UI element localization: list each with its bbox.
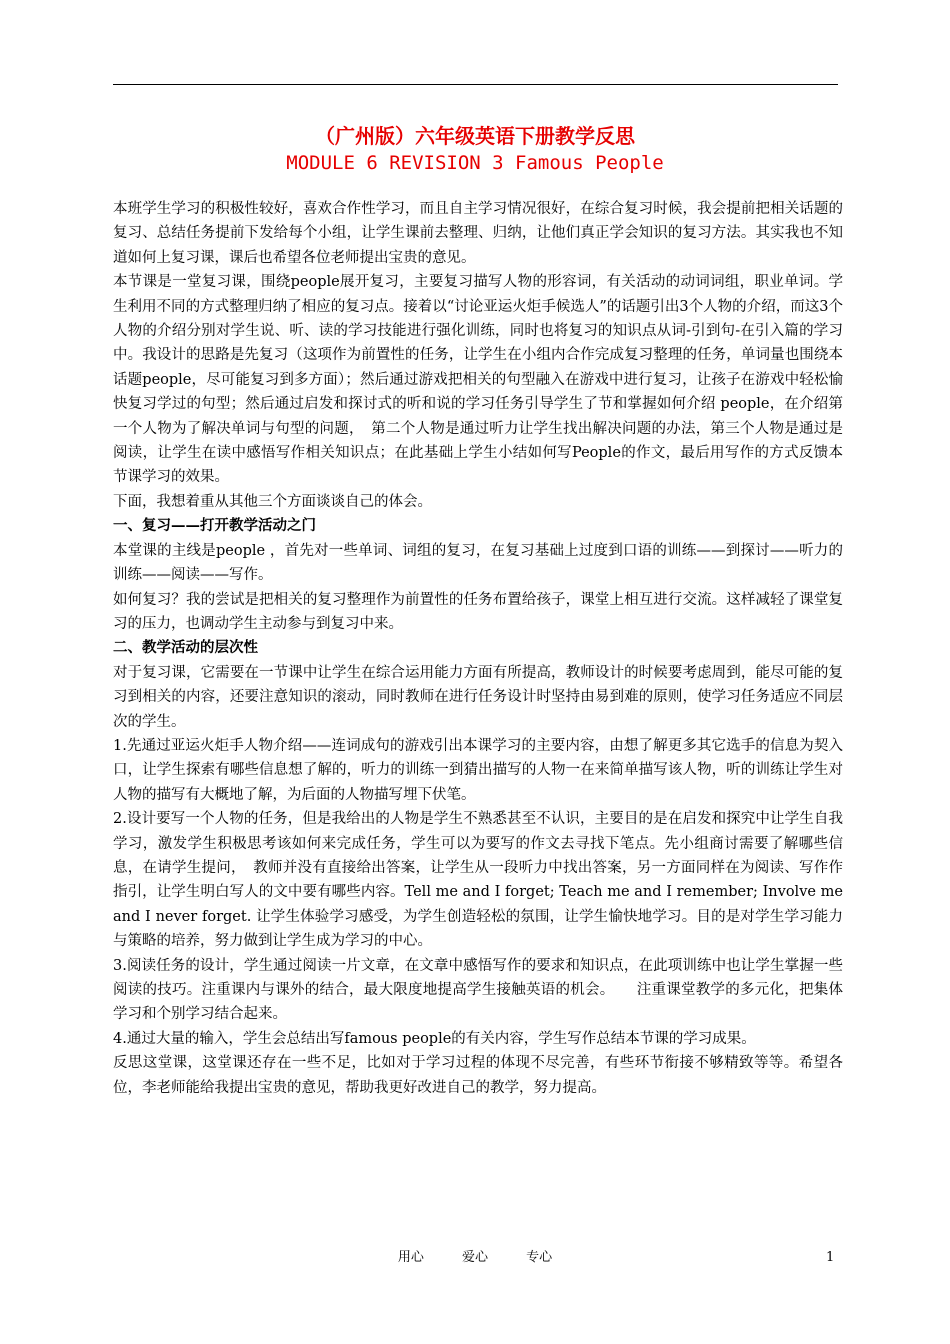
paragraph: 4.通过大量的输入，学生会总结出写famous people的有关内容，学生写作总结本节课的学习成果。 bbox=[113, 1030, 756, 1047]
footer-motto-item: 用心 bbox=[397, 1250, 424, 1265]
section-heading: 二、教学活动的层次性 bbox=[113, 639, 258, 657]
paragraph: 对于复习课，它需要在一节课中让学生在综合运用能力方面有所提高，教师设计的时候要考虑周到，能尽可能的复习到相关的内容，还要注意知识的滚动，同时教师在进行任务设计时坚持由易到难的原则，使学习任务适应不同层次的学生。 bbox=[113, 664, 843, 730]
paragraph: 反思这堂课，这堂课还存在一些不足，比如对于学习过程的体现不尽完善，有些环节衔接不够精致等等。希望各位，李老师能给我提出宝贵的意见，帮助我更好改进自己的教学，努力提高。 bbox=[113, 1055, 843, 1096]
paragraph: 本堂课的主线是people ，首先对一些单词、词组的复习，在复习基础上过度到口语的训练——到探讨——听力的训练——阅读——写作。 bbox=[113, 542, 843, 584]
page-subtitle: MODULE 6 REVISION 3 Famous People bbox=[286, 152, 664, 174]
page-number: 1 bbox=[826, 1250, 835, 1265]
paragraph: 2.设计要写一个人物的任务，但是我给出的人物是学生不熟悉甚至不认识，主要目的是在启发和探究中让学生自我学习，激发学生积极思考该如何来完成任务，学生可以为要写的作文去寻找下笔点。先小组商讨需要了解哪些信息，在请学生提问， 教师并没有直接给出答案，让学生从一段听力中找出答案，另一方面同样在为阅读、写作作指引，让学生明白写人的文中要有哪些内容。Tell me and I forget; Teach me and I remember; Involve me and I never forget. 让学生体验学习感受，为学生创造轻松的氛围，让学生愉快地学习。目的是对学生学习能力与策略的培养，努力做到让学生成为学习的中心。 bbox=[113, 811, 843, 950]
document-body bbox=[113, 197, 843, 1100]
paragraph: 3.阅读任务的设计，学生通过阅读一片文章，在文章中感悟写作的要求和知识点，在此项训练中也让学生掌握一些阅读的技巧。注重课内与课外的结合，最大限度地提高学生接触英语的机会。 注重课堂教学的多元化，把集体学习和个别学习结合起来。 bbox=[113, 957, 843, 1023]
paragraph: 1.先通过亚运火炬手人物介绍——连词成句的游戏引出本课学习的主要内容，由想了解更多其它选手的信息为契入口，让学生探索有哪些信息想了解的，听力的训练一到猜出描写的人物一在来简单描写该人物，听的训练让学生对人物的描写有大概地了解，为后面的人物描写埋下伏笔。 bbox=[113, 737, 843, 803]
footer-motto-item: 专心 bbox=[526, 1250, 553, 1265]
footer-motto-item: 爱心 bbox=[461, 1250, 488, 1265]
paragraph: 下面，我想着重从其他三个方面谈谈自己的体会。 bbox=[113, 493, 432, 510]
paragraph: 本班学生学习的积极性较好，喜欢合作性学习，而且自主学习情况很好，在综合复习时候，我会提前把相关话题的复习、总结任务提前下发给每个小组，让学生课前去整理、归纳，让他们真正学会知识的复习方法。其实我也不知道如何上复习课，课后也希望各位老师提出宝贵的意见。 bbox=[113, 201, 843, 266]
header-rule bbox=[113, 84, 838, 85]
section-heading: 一、复习——打开教学活动之门 bbox=[113, 517, 316, 535]
paragraph: 本节课是一堂复习课，围绕people展开复习，主要复习描写人物的形容词，有关活动的动词词组，职业单词。学生利用不同的方式整理归纳了相应的复习点。接着以“讨论亚运火炬手候选人”的话题引出3个人物的介绍，而这3个人物的介绍分别对学生说、听、读的学习技能进行强化训练，同时也将复习的知识点从词-引到句-在引入篇的学习中。我设计的思路是先复习（这项作为前置性的任务，让学生在小组内合作完成复习整理的任务，单词量也围绕本话题people，尽可能复习到多方面）；然后通过游戏把相关的句型融入在游戏中进行复习，让孩子在游戏中轻松愉快复习学过的句型；然后通过启发和探讨式的听和说的学习任务引导学生了节和掌握如何介绍 people，在介绍第一个人物为了解决单词与句型的问题， 第二个人物是通过听力让学生找出解决问题的办法，第三个人物是通过是阅读，让学生在读中感悟写作相关知识点；在此基础上学生小结如何写People的作文，最后用写作的方式反馈本节课学习的效果。 bbox=[113, 274, 843, 486]
paragraph: 如何复习？我的尝试是把相关的复习整理作为前置性的任务布置给孩子，课堂上相互进行交流。这样减轻了课堂复习的压力，也调动学生主动参与到复习中来。 bbox=[113, 591, 843, 632]
page-title: （广州版）六年级英语下册教学反思 bbox=[315, 124, 635, 148]
footer-motto bbox=[0, 1249, 950, 1267]
